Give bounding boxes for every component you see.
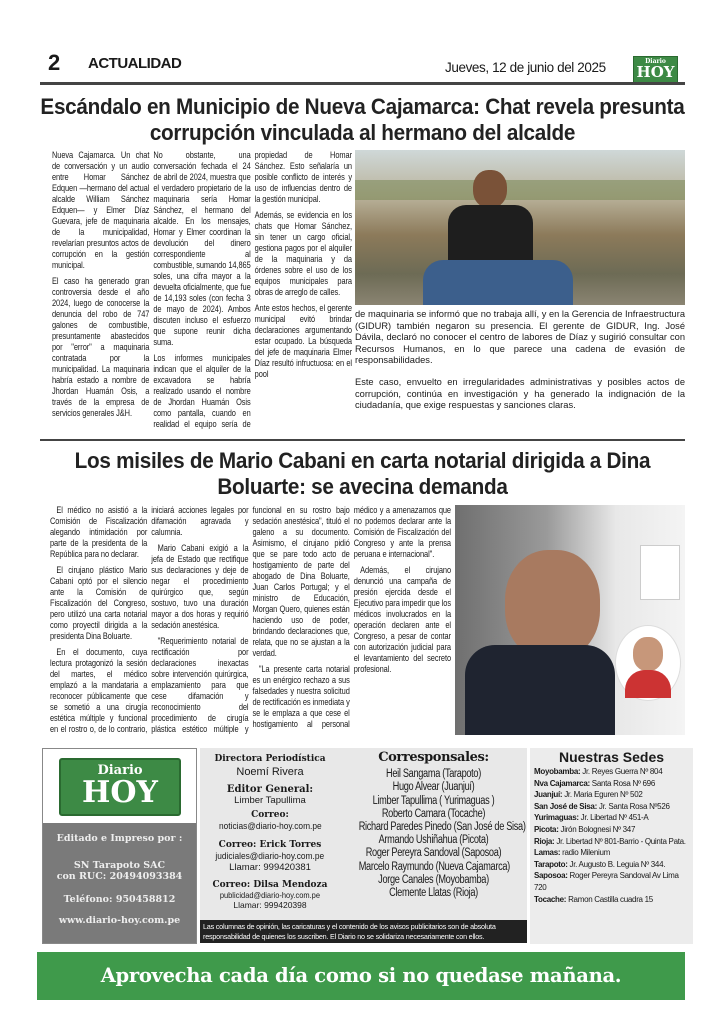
paragraph: Nueva Cajamarca. Un chat de conversación y un audio entre Homar Sánchez Edquen —hermano del actual alcalde William Sánchez Edquen— y Elmer Díaz Guevara, jefe de maquinaria de la municipalidad, revelarían presuntos actos de corrupción en la gestión municipal. [52, 150, 150, 270]
office-address: Jr. Libertad Nº 451-A [580, 813, 649, 823]
staff-name: Limber Tapullima [234, 795, 306, 806]
office-city: Moyobamba: [534, 767, 581, 776]
edited-by-label: Editado e Impreso por : [56, 833, 183, 844]
office-item [534, 812, 689, 824]
office-item [534, 894, 689, 906]
website-link[interactable]: www.diario-hoy.com.pe [58, 915, 181, 926]
logo-small-text: Diario [97, 763, 143, 778]
correspondents-title: Corresponsales: [378, 750, 489, 765]
staff-phone: Llamar: 999420398 [233, 900, 307, 910]
office-address: Roger Pereyra Sandoval Av Lima 720 [534, 871, 679, 892]
office-item [534, 859, 689, 871]
office-item [534, 801, 689, 813]
paragraph: "Requerimiento notarial de rectificación por declaraciones inexactas sobre intervención quirúrgica, emplazamiento para que cese difamación y reconocimiento del procedimiento de cirugía plástica estético múltiple y funcional en su rostro bajo sedación anestésica", tituló el galeno a su documento. Asimismo, el cirujano pidió que se pare todo acto de hostigamiento de parte del abogado de Dina Boluarte, Juan Carlos Portugal; y el ministro de Educación, Morgan Quero, quienes están haciendo uso de poder, brindando declaraciones que, relata, que no se ajustan a la verdad. [151, 505, 350, 734]
article2-body [50, 505, 451, 739]
page-number: 2 [48, 50, 61, 75]
office-item [534, 789, 689, 801]
article1-body [52, 150, 352, 435]
office-city: Lamas: [534, 848, 561, 858]
article1-headline: Escándalo en Municipio de Nueva Cajamarca: Chat revela presunta corrupción vinculada al hermano del alcalde [40, 94, 685, 145]
paragraph: Los informes municipales indican que el alquiler de la excavadora se habría realizado usando el nombre de Jhordan Huamán Osis como pantalla, cuando en realidad el equipo sería de propiedad de Homar Sánchez. Esto señalaría un posible conflicto de interés y uso de influencias dentro de la gestión municipal. [153, 150, 352, 429]
office-address: Jr. Reyes Guerra Nº 804 [582, 767, 663, 776]
office-item [534, 836, 689, 848]
office-item [534, 766, 689, 778]
offices-box [530, 748, 693, 944]
paragraph: Ante estos hechos, el gerente municipal evitó brindar declaraciones argumentando estar ocupado. La búsqueda del jefe de maquinaria Elmer Díaz resultó infructuosa: en el pool [254, 303, 352, 379]
office-city: Juanjuí: [534, 790, 563, 800]
office-city: Tocache: [534, 894, 567, 904]
office-item [534, 870, 689, 893]
paragraph: No obstante, una conversación fechada el 24 de abril de 2024, muestra que el verdadero propietario de la maquinaria sería Homar Sánchez, el hermano del alcalde. En los mensajes, Homar y Elmer coordinan la devolución del dinero correspondiente al combustible, sumando 14,865 soles, una cifra mayor a la devuelta oficialmente, que fue de 14,193 soles (con fecha 3 de mayo de 2024). Ambos discuten incluso el esfuerzo que supone reunir dicha suma. [153, 150, 251, 347]
paragraph: El caso ha generado gran controversia desde el año 2024, luego de conocerse la denuncia del robo de 747 galones de combustible, presuntamente abastecidos por "error" a maquinaria contratada por la municipalidad. La maquinaria habría estado a nombre de Jhordan Huamán Osis, a través de la empresa de servicios generales J&H. [52, 276, 150, 418]
staff-title: Correo: Erick Torres [218, 840, 322, 850]
logo-big-text: HOY [82, 775, 158, 810]
printer-info [43, 823, 196, 943]
staff-title: Correo: [251, 810, 289, 820]
diario-hoy-logo [59, 758, 181, 816]
office-item [534, 778, 689, 790]
issue-date: Jueves, 12 de junio del 2025 [445, 60, 606, 75]
paragraph: de maquinaria se informó que no trabaja allí, y en la Gerencia de Infraestructura (GIDUR) también negaron su presencia. El gerente de GIDUR, Ing. José Dávila, declaró no conocer el centro de labores de Díaz y sugirió consultar con Recursos Humanos, en lo que parece una cadena de evasión de responsabilidades. [355, 309, 685, 366]
email-link[interactable]: noticias@diario-hoy.com.pe [218, 821, 322, 832]
phone: Teléfono: 950458812 [63, 894, 176, 905]
office-address: Jr. Augusto B. Leguia Nº 344. [569, 859, 666, 869]
office-address: radio Milenium [562, 848, 610, 858]
header-logo [633, 56, 678, 83]
paragraph: Este caso, envuelto en irregularidades administrativas y posibles actos de corrupción, continúa en investigación y ha generado la indignación de la ciudadanía, que exige respuestas y sanciones claras. [355, 376, 685, 411]
section-divider [40, 439, 685, 441]
office-city: Rioja: [534, 836, 555, 846]
article1-photo [355, 150, 685, 305]
office-city: Yurimaguas: [534, 813, 579, 823]
office-address: Ramon Castilla cuadra 15 [568, 894, 653, 904]
office-item [534, 824, 689, 836]
article2-headline: Los misiles de Mario Cabani en carta notarial dirigida a Dina Boluarte: se avecina demanda [74, 448, 651, 499]
staff-name: Noemí Rivera [236, 766, 304, 778]
correspondent: Armando Ushiñahua (Picota) [378, 834, 489, 847]
correspondent: Richard Paredes Pinedo (San José de Sisa) [358, 821, 526, 834]
article1-continuation [355, 309, 685, 422]
staff-ads [200, 880, 340, 910]
staff-title: Directora Periodística [214, 754, 326, 764]
office-address: Jr. Maria Eguren Nº 502 [564, 790, 643, 800]
correspondent: Hugo Alvear (Juanjuí) [392, 781, 475, 794]
header-rule [40, 82, 685, 85]
correspondent: Clemente Llatas (Rioja) [389, 887, 478, 900]
office-item [534, 847, 689, 859]
office-address: Santa Rosa Nº 696 [591, 778, 655, 788]
email-link[interactable]: judiciales@diario-hoy.com.pe [215, 851, 325, 862]
disclaimer: Las columnas de opinión, las caricaturas y el contenido de los avisos publicitarios son de absoluta responsabilidad de quienes los suscriben. El Diario no se solidariza necesariamente con ellos. [200, 920, 527, 943]
office-address: Jr. Libertad Nº 801-Barrio - Quinta Pata. [556, 836, 686, 846]
office-city: Tarapoto: [534, 859, 568, 869]
company-ruc: con RUC: 20494093384 [56, 871, 183, 882]
correspondent: Jorge Canales (Moyobamba) [378, 873, 489, 886]
staff-box [200, 748, 527, 920]
offices-title: Nuestras Sedes [558, 749, 665, 765]
correspondents [340, 751, 527, 900]
office-city: Saposoa: [534, 871, 568, 881]
correspondent: Limber Tapullima ( Yurimaguas ) [372, 794, 495, 807]
paragraph: El médico no asistió a la Comisión de Fiscalización alegando intimidación por parte de la presidenta de la República para no declarar. [50, 505, 148, 559]
section-title: ACTUALIDAD [88, 55, 182, 72]
logo-small-text: Diario [645, 58, 666, 65]
publisher-box [42, 748, 197, 944]
company-name: SN Tarapoto SAC [73, 860, 166, 871]
correspondent: Roger Pereyra Sandoval (Saposoa) [365, 847, 502, 860]
office-city: Nva Cajamarca: [534, 778, 590, 788]
paragraph: Además, se evidencia en los chats que Homar Sánchez, sin tener un cargo oficial, gestiona pagos por el alquiler de la maquinaria y da órdenes sobre el uso de los equipos municipales para obras de arreglo de calles. [254, 210, 352, 297]
staff-title: Editor General: [226, 784, 314, 795]
slogan-banner: Aprovecha cada día como si no quedase mañana. [37, 952, 685, 1000]
staff-title: Correo: Dilsa Mendoza [212, 880, 328, 890]
staff-editor [200, 784, 340, 806]
paragraph: Mario Cabani exigió a la jefa de Estado que rectifique sus declaraciones y deje de negar el procedimiento quirúrgico que, según sostuvo, tuvo una duración mayor a dos horas y requirió sedación anestésica. [151, 543, 249, 630]
correspondent: Roberto Camara (Tocache) [381, 807, 486, 820]
office-city: Picota: [534, 824, 559, 834]
paragraph: "La presente carta notarial es un enérgico rechazo a sus falsedades y nuestra solicitud de rectificación es inmediata y se le emplaza a que cese el hostigamiento al personal médico y a amenazamos que no podemos declarar ante la Comisión de Fiscalización del Congreso y ante la prensa peruana e internacional". [252, 505, 451, 729]
staff-phone: Llamar: 999420381 [229, 862, 311, 873]
paragraph: El cirujano plástico Mario Cabani optó por el silencio ante la Comisión de Fiscalización del Congreso, pero utilizó una carta notarial como proyectil dirigida a la presidenta Dina Boluarte. [50, 565, 148, 641]
paragraph: En el documento, cuya lectura protagonizó la sesión del martes, el médico emplazó a la mandataria a reconocer públicamente que se sometió a una cirugía estética múltiple y funcional en el rostro o, de lo contrario, iniciará acciones legales por difamación agravada y calumnia. [50, 505, 249, 734]
correspondent: Marcelo Raymundo (Nueva Cajamarca) [358, 860, 510, 873]
email-link[interactable]: publicidad@diario-hoy.com.pe [219, 890, 321, 900]
article2-photo [455, 505, 685, 735]
office-city: San José de Sisa: [534, 801, 597, 811]
office-address: Jr. Santa Rosa Nº526 [598, 801, 670, 811]
staff-director [200, 754, 340, 779]
staff-email [200, 810, 340, 832]
staff-judicial [200, 840, 340, 873]
correspondent: Heil Sangama (Tarapoto) [386, 768, 481, 781]
logo-big-text: HOY [636, 63, 675, 81]
office-address: Jirón Bolognesi Nº 347 [560, 824, 636, 834]
paragraph: Además, el cirujano denunció una campaña de presión ejercida desde el Ejecutivo para impedir que los médicos involucrados en la operación declaren ante el Congreso, a pesar de contar con autorización judicial para el levantamiento del secreto profesional. [353, 565, 451, 674]
